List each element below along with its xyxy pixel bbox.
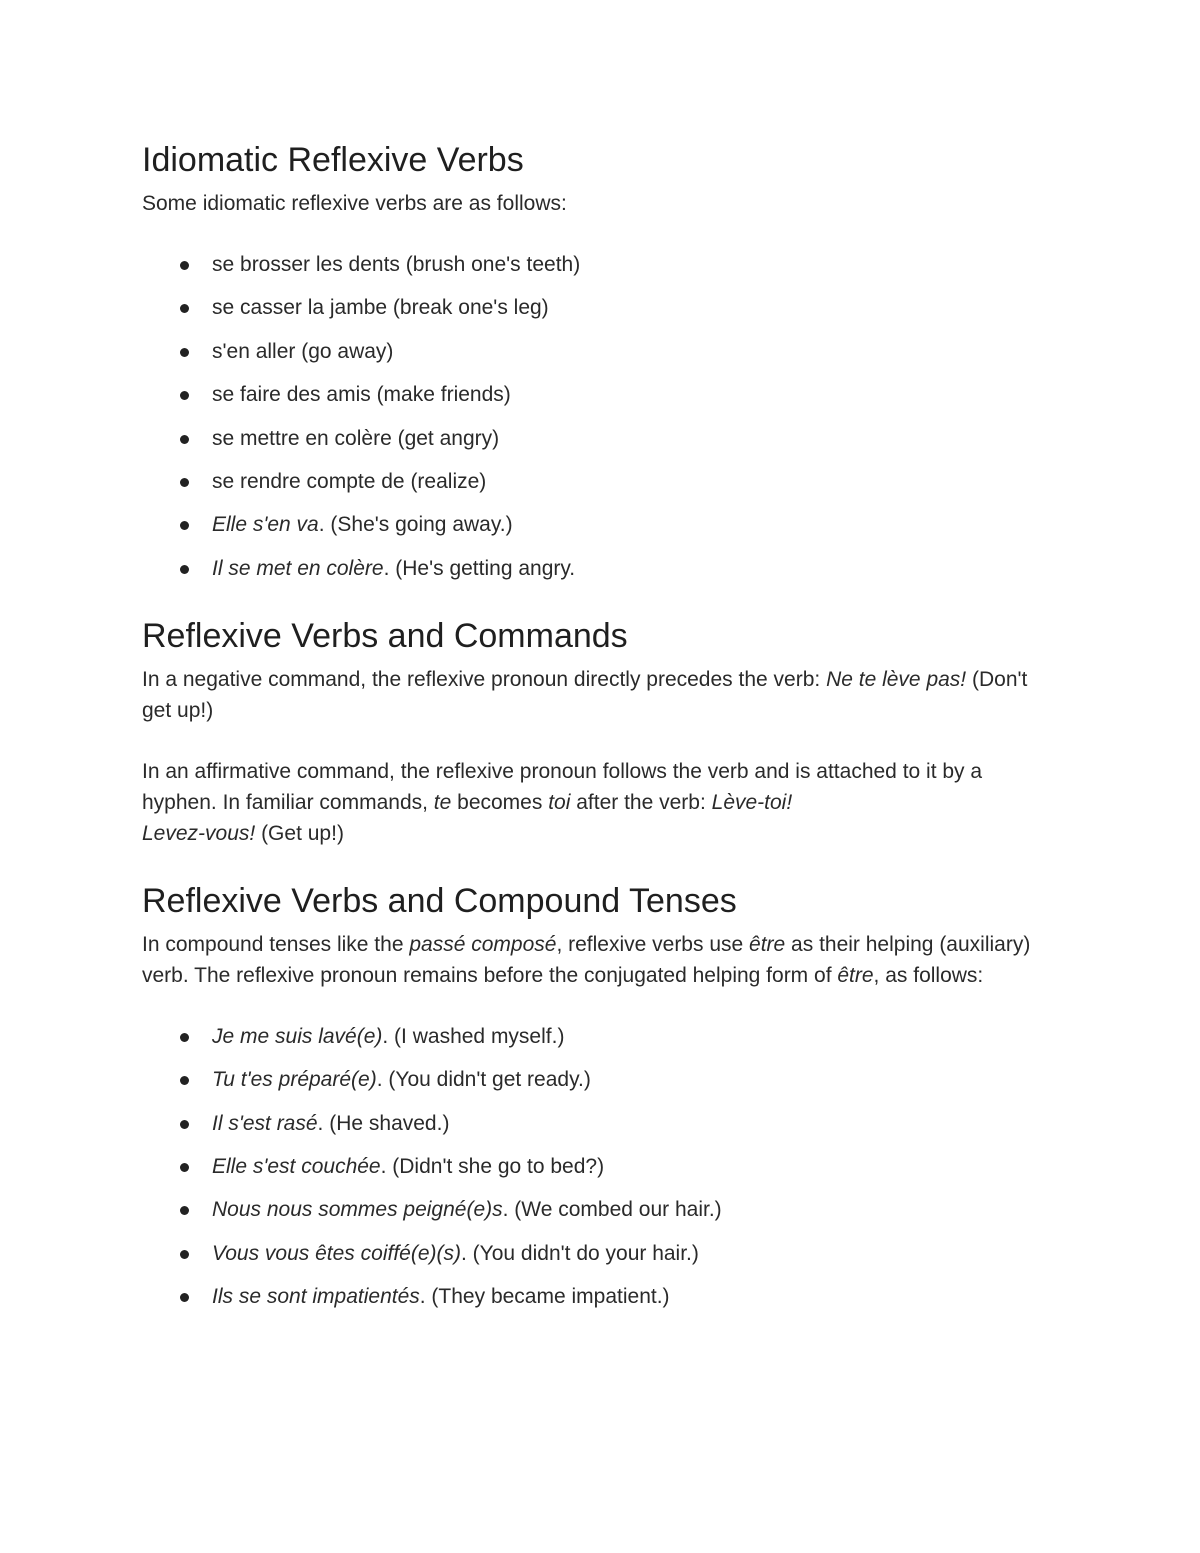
text-run: after the verb: <box>570 790 712 814</box>
list-item <box>142 1238 1047 1269</box>
text-run: , as follows: <box>873 963 984 987</box>
text-run: becomes <box>451 790 549 814</box>
list-item-text: se mettre en colère (get angry) <box>212 426 500 450</box>
french-term: être <box>837 963 874 987</box>
french-example: Ne te lève pas! <box>826 667 967 691</box>
list-item <box>142 1064 1047 1095</box>
paragraph-compound-tenses <box>142 929 1047 991</box>
list-item <box>142 1021 1047 1052</box>
list-item <box>142 249 1047 280</box>
french-term: être <box>749 932 786 956</box>
text-run: In an affirmative command, the reflexive pronoun follows the verb and is attached to it by a hyphen. In familiar commands, <box>142 759 983 814</box>
translation: . (You didn't do your hair.) <box>461 1241 699 1265</box>
list-item <box>142 292 1047 323</box>
list-item-text: se rendre compte de (realize) <box>212 469 487 493</box>
document-page <box>142 138 1047 1324</box>
french-example: Nous nous sommes peigné(e)s <box>212 1198 503 1222</box>
french-example: toi <box>548 790 571 814</box>
text-run: In a negative command, the reflexive pronoun directly precedes the verb: <box>142 667 827 691</box>
section-reflexive-verbs-compound-tenses <box>142 879 1047 1312</box>
french-example: Lève-toi! <box>711 790 793 814</box>
translation: . (He shaved.) <box>317 1111 450 1135</box>
bullet-list <box>142 249 1047 584</box>
list-item-text: se faire des amis (make friends) <box>212 383 511 407</box>
translation: . (Didn't she go to bed?) <box>380 1154 605 1178</box>
translation: . (We combed our hair.) <box>502 1198 722 1222</box>
translation: . (She's going away.) <box>318 513 513 537</box>
french-example: Il s'est rasé <box>212 1111 318 1135</box>
list-item-text: s'en aller (go away) <box>212 339 394 363</box>
list-item-text: se brosser les dents (brush one's teeth) <box>212 253 581 276</box>
text-run: (Don't get up!) <box>142 667 1028 722</box>
french-example: Elle s'en va <box>212 513 319 537</box>
french-example: Elle s'est couchée <box>212 1154 381 1178</box>
bullet-list <box>142 1021 1047 1312</box>
french-example: Tu t'es préparé(e) <box>212 1068 377 1092</box>
section-reflexive-verbs-commands <box>142 614 1047 849</box>
section-heading: Reflexive Verbs and Commands <box>142 616 628 655</box>
list-item <box>142 379 1047 410</box>
list-item <box>142 553 1047 584</box>
translation: . (I washed myself.) <box>382 1024 565 1048</box>
list-item <box>142 1151 1047 1182</box>
list-item <box>142 336 1047 367</box>
french-term: passé composé <box>409 932 557 956</box>
french-example: te <box>433 790 452 814</box>
translation: . (He's getting angry. <box>383 556 576 580</box>
section-heading: Idiomatic Reflexive Verbs <box>142 141 524 179</box>
translation: . (You didn't get ready.) <box>376 1068 591 1092</box>
text-run: (Get up!) <box>255 821 344 845</box>
french-example: Vous vous êtes coiffé(e)(s) <box>212 1241 461 1265</box>
french-example: Ils se sont impatientés <box>212 1285 420 1309</box>
paragraph-negative-command <box>142 664 1047 726</box>
french-example: Je me suis lavé(e) <box>212 1024 383 1048</box>
translation: . (They became impatient.) <box>419 1285 670 1309</box>
list-item <box>142 423 1047 454</box>
list-item <box>142 1108 1047 1139</box>
section-idiomatic-reflexive-verbs <box>142 138 1047 584</box>
list-item <box>142 509 1047 540</box>
list-item <box>142 466 1047 497</box>
text-run: as their helping (auxiliary) verb. The reflexive pronoun remains before the conjugated helping form of <box>142 932 1031 987</box>
paragraph-affirmative-command <box>142 756 1047 849</box>
section-heading: Reflexive Verbs and Compound Tenses <box>142 881 737 920</box>
list-item <box>142 1194 1047 1225</box>
list-item <box>142 1281 1047 1312</box>
section-intro: Some idiomatic reflexive verbs are as follows: <box>142 192 567 215</box>
text-run: , reflexive verbs use <box>556 932 750 956</box>
text-run: In compound tenses like the <box>142 932 410 956</box>
french-example: Levez-vous! <box>142 821 256 845</box>
french-example: Il se met en colère <box>212 556 384 580</box>
list-item-text: se casser la jambe (break one's leg) <box>212 296 549 320</box>
